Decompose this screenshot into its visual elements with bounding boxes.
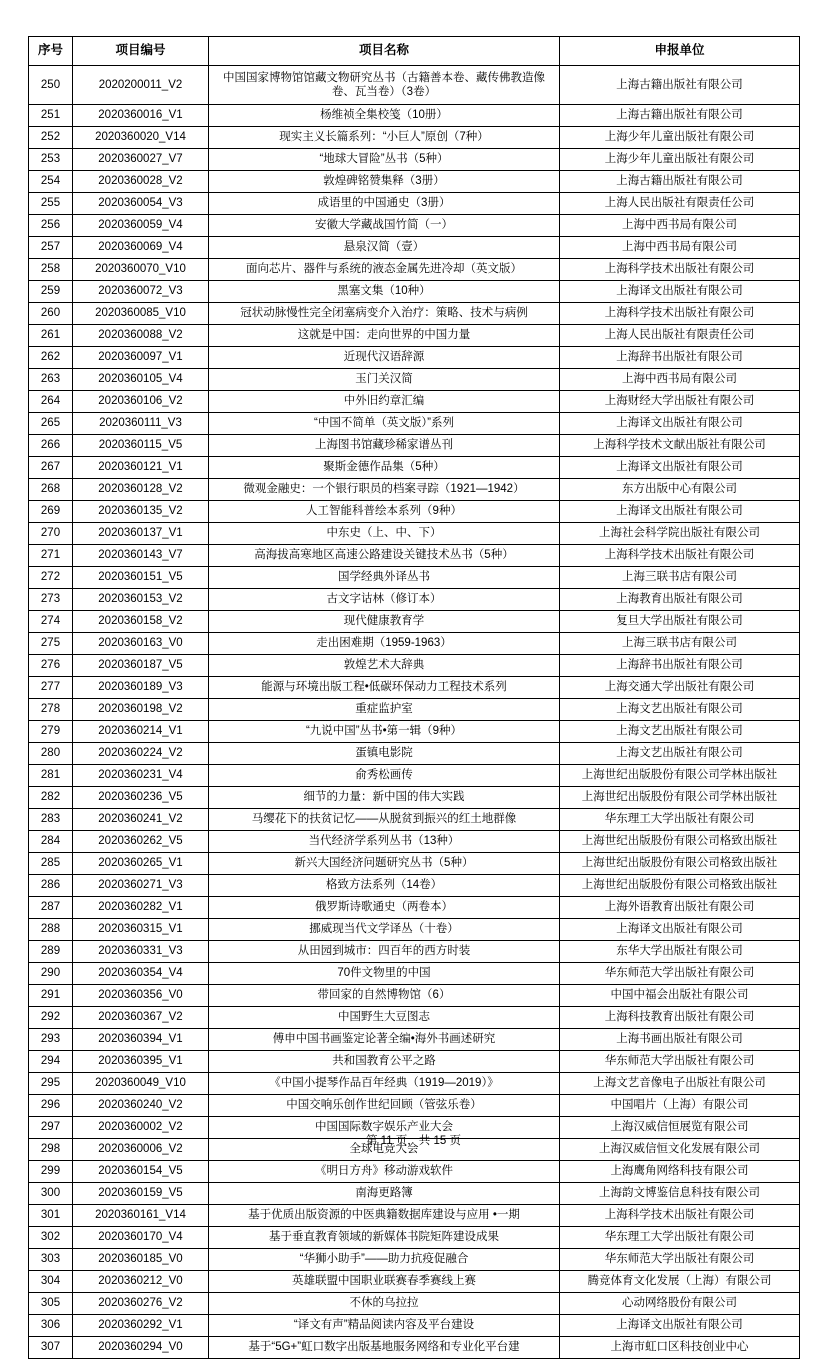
cell-code: 2020360265_V1 [73, 853, 209, 875]
cell-project-name: 俞秀松画传 [209, 765, 560, 787]
cell-applicant-unit: 上海古籍出版社有限公司 [560, 171, 800, 193]
cell-project-name: 俄罗斯诗歌通史（两卷本） [209, 897, 560, 919]
cell-seq: 274 [29, 611, 73, 633]
cell-code: 2020360189_V3 [73, 677, 209, 699]
table-row [29, 1029, 800, 1051]
cell-applicant-unit: 上海世纪出版股份有限公司格致出版社 [560, 853, 800, 875]
cell-applicant-unit: 东华大学出版社有限公司 [560, 941, 800, 963]
cell-code: 2020360097_V1 [73, 347, 209, 369]
cell-project-name: 聚斯金德作品集（5种） [209, 457, 560, 479]
cell-applicant-unit: 上海文艺出版社有限公司 [560, 721, 800, 743]
cell-project-name: 带回家的自然博物馆（6） [209, 985, 560, 1007]
cell-applicant-unit: 上海世纪出版股份有限公司格致出版社 [560, 831, 800, 853]
column-header-name: 项目名称 [209, 37, 560, 66]
cell-applicant-unit: 上海人民出版社有限责任公司 [560, 325, 800, 347]
cell-applicant-unit: 上海世纪出版股份有限公司学林出版社 [560, 787, 800, 809]
cell-code: 2020360106_V2 [73, 391, 209, 413]
cell-project-name: 面向芯片、器件与系统的液态金属先进冷却（英文版） [209, 259, 560, 281]
cell-project-name: 中国国际数字娱乐产业大会 [209, 1117, 560, 1139]
cell-code: 2020360187_V5 [73, 655, 209, 677]
cell-code: 2020360170_V4 [73, 1227, 209, 1249]
table-row [29, 215, 800, 237]
cell-seq: 279 [29, 721, 73, 743]
cell-seq: 285 [29, 853, 73, 875]
cell-code: 2020360159_V5 [73, 1183, 209, 1205]
cell-project-name: 基于垂直教育领域的新媒体书院矩阵建设成果 [209, 1227, 560, 1249]
cell-project-name: 玉门关汉简 [209, 369, 560, 391]
cell-code: 2020360085_V10 [73, 303, 209, 325]
cell-code: 2020360128_V2 [73, 479, 209, 501]
cell-code: 2020360282_V1 [73, 897, 209, 919]
table-row [29, 523, 800, 545]
table-row [29, 1293, 800, 1315]
table-row [29, 655, 800, 677]
table-row [29, 589, 800, 611]
cell-code: 2020360331_V3 [73, 941, 209, 963]
cell-code: 2020360198_V2 [73, 699, 209, 721]
table-header-row [29, 37, 800, 66]
cell-seq: 261 [29, 325, 73, 347]
table-row [29, 369, 800, 391]
cell-project-name: 中东史（上、中、下） [209, 523, 560, 545]
cell-code: 2020360367_V2 [73, 1007, 209, 1029]
cell-code: 2020360105_V4 [73, 369, 209, 391]
cell-applicant-unit: 上海科学技术文献出版社有限公司 [560, 435, 800, 457]
cell-project-name: 这就是中国：走向世界的中国力量 [209, 325, 560, 347]
cell-seq: 266 [29, 435, 73, 457]
cell-code: 2020360028_V2 [73, 171, 209, 193]
cell-project-name: 高海拔高寒地区高速公路建设关键技术丛书（5种） [209, 545, 560, 567]
cell-applicant-unit: 上海少年儿童出版社有限公司 [560, 127, 800, 149]
table-row [29, 391, 800, 413]
table-row [29, 1051, 800, 1073]
cell-applicant-unit: 上海译文出版社有限公司 [560, 281, 800, 303]
cell-code: 2020360394_V1 [73, 1029, 209, 1051]
cell-applicant-unit: 上海辞书出版社有限公司 [560, 655, 800, 677]
cell-seq: 304 [29, 1271, 73, 1293]
cell-code: 2020360111_V3 [73, 413, 209, 435]
cell-code: 2020360240_V2 [73, 1095, 209, 1117]
cell-code: 2020360395_V1 [73, 1051, 209, 1073]
cell-applicant-unit: 上海三联书店有限公司 [560, 567, 800, 589]
table-row [29, 325, 800, 347]
cell-seq: 255 [29, 193, 73, 215]
cell-seq: 259 [29, 281, 73, 303]
cell-project-name: 重症监护室 [209, 699, 560, 721]
cell-seq: 275 [29, 633, 73, 655]
cell-code: 2020360276_V2 [73, 1293, 209, 1315]
cell-seq: 306 [29, 1315, 73, 1337]
cell-seq: 269 [29, 501, 73, 523]
table-row [29, 127, 800, 149]
cell-project-name: 现实主义长篇系列：“小巨人”原创（7种） [209, 127, 560, 149]
column-header-code: 项目编号 [73, 37, 209, 66]
table-row [29, 149, 800, 171]
cell-project-name: 中国野生大豆图志 [209, 1007, 560, 1029]
cell-applicant-unit: 上海文艺出版社有限公司 [560, 699, 800, 721]
cell-seq: 257 [29, 237, 73, 259]
cell-applicant-unit: 上海科技教育出版社有限公司 [560, 1007, 800, 1029]
cell-applicant-unit: 上海文艺出版社有限公司 [560, 743, 800, 765]
cell-project-name: 国学经典外译丛书 [209, 567, 560, 589]
cell-code: 2020360072_V3 [73, 281, 209, 303]
cell-project-name: 上海图书馆藏珍稀家谱丛刊 [209, 435, 560, 457]
cell-project-name: 人工智能科普绘本系列（9种） [209, 501, 560, 523]
cell-seq: 295 [29, 1073, 73, 1095]
cell-project-name: 《中国小提琴作品百年经典（1919—2019）》 [209, 1073, 560, 1095]
cell-code: 2020360315_V1 [73, 919, 209, 941]
cell-seq: 262 [29, 347, 73, 369]
cell-applicant-unit: 上海人民出版社有限责任公司 [560, 193, 800, 215]
cell-project-name: 全球电竞大会 [209, 1139, 560, 1161]
table-row [29, 303, 800, 325]
cell-project-name: 格致方法系列（14卷） [209, 875, 560, 897]
cell-seq: 297 [29, 1117, 73, 1139]
cell-seq: 272 [29, 567, 73, 589]
cell-code: 2020360356_V0 [73, 985, 209, 1007]
cell-project-name: 傅申中国书画鉴定论著全编•海外书画述研究 [209, 1029, 560, 1051]
cell-seq: 289 [29, 941, 73, 963]
cell-project-name: “华狮小助手”——助力抗疫促融合 [209, 1249, 560, 1271]
table-row [29, 1249, 800, 1271]
cell-seq: 263 [29, 369, 73, 391]
cell-applicant-unit: 上海市虹口区科技创业中心 [560, 1337, 800, 1359]
cell-applicant-unit: 上海辞书出版社有限公司 [560, 347, 800, 369]
cell-seq: 303 [29, 1249, 73, 1271]
cell-seq: 281 [29, 765, 73, 787]
cell-seq: 292 [29, 1007, 73, 1029]
cell-seq: 301 [29, 1205, 73, 1227]
table-row [29, 743, 800, 765]
table-row [29, 721, 800, 743]
cell-seq: 287 [29, 897, 73, 919]
cell-applicant-unit: 上海科学技术出版社有限公司 [560, 1205, 800, 1227]
cell-code: 2020360049_V10 [73, 1073, 209, 1095]
cell-seq: 264 [29, 391, 73, 413]
table-row [29, 1073, 800, 1095]
cell-code: 2020360294_V0 [73, 1337, 209, 1359]
cell-applicant-unit: 上海译文出版社有限公司 [560, 457, 800, 479]
table-row [29, 105, 800, 127]
cell-code: 2020360151_V5 [73, 567, 209, 589]
cell-seq: 307 [29, 1337, 73, 1359]
cell-project-name: 敦煌艺术大辞典 [209, 655, 560, 677]
table-row [29, 457, 800, 479]
cell-applicant-unit: 上海中西书局有限公司 [560, 215, 800, 237]
table-row [29, 809, 800, 831]
cell-code: 2020360135_V2 [73, 501, 209, 523]
cell-seq: 267 [29, 457, 73, 479]
cell-seq: 252 [29, 127, 73, 149]
cell-project-name: 安徽大学藏战国竹简（一） [209, 215, 560, 237]
cell-applicant-unit: 上海世纪出版股份有限公司学林出版社 [560, 765, 800, 787]
cell-applicant-unit: 上海译文出版社有限公司 [560, 501, 800, 523]
table-body [29, 66, 800, 1359]
cell-project-name: 蛋镇电影院 [209, 743, 560, 765]
cell-project-name: 从田园到城市：四百年的西方时装 [209, 941, 560, 963]
table-row [29, 347, 800, 369]
cell-code: 2020360069_V4 [73, 237, 209, 259]
table-row [29, 963, 800, 985]
cell-seq: 280 [29, 743, 73, 765]
cell-applicant-unit: 上海科学技术出版社有限公司 [560, 303, 800, 325]
cell-seq: 268 [29, 479, 73, 501]
table-row [29, 699, 800, 721]
table-row [29, 611, 800, 633]
cell-project-name: 古文字诂林（修订本） [209, 589, 560, 611]
cell-applicant-unit: 上海中西书局有限公司 [560, 369, 800, 391]
cell-seq: 282 [29, 787, 73, 809]
cell-project-name: 走出困难期（1959-1963） [209, 633, 560, 655]
cell-project-name: 中国交响乐创作世纪回顾（管弦乐卷） [209, 1095, 560, 1117]
cell-seq: 300 [29, 1183, 73, 1205]
table-row [29, 237, 800, 259]
cell-seq: 277 [29, 677, 73, 699]
cell-project-name: 不休的乌拉拉 [209, 1293, 560, 1315]
cell-seq: 290 [29, 963, 73, 985]
cell-seq: 250 [29, 66, 73, 105]
cell-code: 2020360231_V4 [73, 765, 209, 787]
cell-applicant-unit: 上海译文出版社有限公司 [560, 413, 800, 435]
table-row [29, 677, 800, 699]
cell-code: 2020360241_V2 [73, 809, 209, 831]
cell-code: 2020360154_V5 [73, 1161, 209, 1183]
table-row [29, 875, 800, 897]
cell-applicant-unit: 上海教育出版社有限公司 [560, 589, 800, 611]
cell-applicant-unit: 上海社会科学院出版社有限公司 [560, 523, 800, 545]
table-row [29, 853, 800, 875]
cell-seq: 251 [29, 105, 73, 127]
cell-seq: 258 [29, 259, 73, 281]
cell-seq: 253 [29, 149, 73, 171]
table-row [29, 1227, 800, 1249]
cell-applicant-unit: 上海外语教育出版社有限公司 [560, 897, 800, 919]
cell-code: 2020360292_V1 [73, 1315, 209, 1337]
cell-project-name: “地球大冒险”丛书（5种） [209, 149, 560, 171]
cell-seq: 270 [29, 523, 73, 545]
cell-project-name: 成语里的中国通史（3册） [209, 193, 560, 215]
cell-applicant-unit: 上海财经大学出版社有限公司 [560, 391, 800, 413]
table-row [29, 501, 800, 523]
cell-applicant-unit: 华东理工大学出版社有限公司 [560, 809, 800, 831]
cell-project-name: 悬泉汉简（壹） [209, 237, 560, 259]
cell-code: 2020360271_V3 [73, 875, 209, 897]
cell-code: 2020360214_V1 [73, 721, 209, 743]
cell-seq: 288 [29, 919, 73, 941]
table-row [29, 787, 800, 809]
cell-seq: 254 [29, 171, 73, 193]
table-row [29, 919, 800, 941]
cell-applicant-unit: 华东师范大学出版社有限公司 [560, 963, 800, 985]
table-row [29, 545, 800, 567]
cell-project-name: 70件文物里的中国 [209, 963, 560, 985]
cell-code: 2020360153_V2 [73, 589, 209, 611]
cell-seq: 273 [29, 589, 73, 611]
cell-project-name: 细节的力量：新中国的伟大实践 [209, 787, 560, 809]
table-row [29, 171, 800, 193]
cell-applicant-unit: 上海书画出版社有限公司 [560, 1029, 800, 1051]
table-row [29, 633, 800, 655]
cell-seq: 291 [29, 985, 73, 1007]
cell-project-name: 《明日方舟》移动游戏软件 [209, 1161, 560, 1183]
cell-project-name: 基于优质出版资源的中医典籍数据库建设与应用 •一期 [209, 1205, 560, 1227]
cell-applicant-unit: 上海汉威信恒文化发展有限公司 [560, 1139, 800, 1161]
table-row [29, 567, 800, 589]
page-footer: 第 11 页，共 15 页 [365, 1135, 461, 1147]
cell-project-name: 冠状动脉慢性完全闭塞病变介入治疗：策略、技术与病例 [209, 303, 560, 325]
cell-seq: 276 [29, 655, 73, 677]
cell-seq: 286 [29, 875, 73, 897]
cell-code: 2020360070_V10 [73, 259, 209, 281]
cell-applicant-unit: 华东师范大学出版社有限公司 [560, 1249, 800, 1271]
cell-seq: 278 [29, 699, 73, 721]
cell-code: 2020360212_V0 [73, 1271, 209, 1293]
cell-project-name: 新兴大国经济问题研究丛书（5种） [209, 853, 560, 875]
cell-code: 2020360143_V7 [73, 545, 209, 567]
cell-applicant-unit: 上海少年儿童出版社有限公司 [560, 149, 800, 171]
cell-seq: 260 [29, 303, 73, 325]
table-row [29, 259, 800, 281]
table-row [29, 831, 800, 853]
cell-project-name: 敦煌碑铭赞集释（3册） [209, 171, 560, 193]
cell-applicant-unit: 上海中西书局有限公司 [560, 237, 800, 259]
cell-applicant-unit: 上海三联书店有限公司 [560, 633, 800, 655]
cell-project-name: 微观金融史：一个银行职员的档案寻踪（1921—1942） [209, 479, 560, 501]
cell-applicant-unit: 复旦大学出版社有限公司 [560, 611, 800, 633]
cell-seq: 302 [29, 1227, 73, 1249]
cell-code: 2020360161_V14 [73, 1205, 209, 1227]
table-row [29, 897, 800, 919]
cell-applicant-unit: 华东师范大学出版社有限公司 [560, 1051, 800, 1073]
table-row [29, 985, 800, 1007]
projects-table [28, 36, 800, 1359]
cell-applicant-unit: 中国中福会出版社有限公司 [560, 985, 800, 1007]
cell-code: 2020360115_V5 [73, 435, 209, 457]
cell-applicant-unit: 中国唱片（上海）有限公司 [560, 1095, 800, 1117]
cell-code: 2020360054_V3 [73, 193, 209, 215]
table-row [29, 1271, 800, 1293]
cell-applicant-unit: 腾竞体育文化发展（上海）有限公司 [560, 1271, 800, 1293]
cell-applicant-unit: 上海科学技术出版社有限公司 [560, 545, 800, 567]
table-row [29, 1161, 800, 1183]
cell-project-name: 现代健康教育学 [209, 611, 560, 633]
cell-project-name: 近现代汉语辞源 [209, 347, 560, 369]
cell-applicant-unit: 上海汉威信恒展览有限公司 [560, 1117, 800, 1139]
cell-project-name: “九说中国”丛书•第一辑（9种） [209, 721, 560, 743]
cell-applicant-unit: 上海世纪出版股份有限公司格致出版社 [560, 875, 800, 897]
cell-applicant-unit: 上海译文出版社有限公司 [560, 919, 800, 941]
cell-project-name: 能源与环境出版工程•低碳环保动力工程技术系列 [209, 677, 560, 699]
cell-code: 2020360088_V2 [73, 325, 209, 347]
table-row [29, 1183, 800, 1205]
table-row [29, 1007, 800, 1029]
table-row [29, 941, 800, 963]
table-row [29, 435, 800, 457]
cell-code: 2020360121_V1 [73, 457, 209, 479]
cell-applicant-unit: 上海鹰角网络科技有限公司 [560, 1161, 800, 1183]
cell-applicant-unit: 上海韵文博鉴信息科技有限公司 [560, 1183, 800, 1205]
cell-code: 2020360059_V4 [73, 215, 209, 237]
cell-code: 2020360354_V4 [73, 963, 209, 985]
cell-applicant-unit: 心动网络股份有限公司 [560, 1293, 800, 1315]
cell-project-name: 中外旧约章汇编 [209, 391, 560, 413]
cell-project-name: 马缨花下的扶贫记忆——从脱贫到振兴的红土地群像 [209, 809, 560, 831]
table-row [29, 1315, 800, 1337]
cell-code: 2020360016_V1 [73, 105, 209, 127]
column-header-unit: 申报单位 [560, 37, 800, 66]
cell-seq: 299 [29, 1161, 73, 1183]
cell-project-name: 挪威现当代文学译丛（十卷） [209, 919, 560, 941]
cell-applicant-unit: 上海古籍出版社有限公司 [560, 105, 800, 127]
cell-seq: 298 [29, 1139, 73, 1161]
cell-applicant-unit: 东方出版中心有限公司 [560, 479, 800, 501]
column-header-seq: 序号 [29, 37, 73, 66]
table-row [29, 1205, 800, 1227]
cell-seq: 296 [29, 1095, 73, 1117]
table-row [29, 765, 800, 787]
cell-project-name: “中国不简单（英文版）”系列 [209, 413, 560, 435]
cell-code: 2020360158_V2 [73, 611, 209, 633]
table-row [29, 1095, 800, 1117]
cell-code: 2020360137_V1 [73, 523, 209, 545]
cell-seq: 305 [29, 1293, 73, 1315]
table-row [29, 193, 800, 215]
cell-code: 2020360262_V5 [73, 831, 209, 853]
cell-project-name: “译文有声”精品阅读内容及平台建设 [209, 1315, 560, 1337]
cell-applicant-unit: 上海译文出版社有限公司 [560, 1315, 800, 1337]
cell-code: 2020360236_V5 [73, 787, 209, 809]
cell-project-name: 当代经济学系列丛书（13种） [209, 831, 560, 853]
cell-applicant-unit: 上海古籍出版社有限公司 [560, 66, 800, 105]
cell-seq: 284 [29, 831, 73, 853]
cell-project-name: 基于“5G+”虹口数字出版基地服务网络和专业化平台建 [209, 1337, 560, 1359]
cell-project-name: 黑塞文集（10种） [209, 281, 560, 303]
table-row [29, 66, 800, 105]
cell-project-name: 中国国家博物馆馆藏文物研究丛书（古籍善本卷、藏传佛教造像卷、瓦当卷）（3卷） [209, 66, 560, 105]
cell-code: 2020360020_V14 [73, 127, 209, 149]
cell-code: 2020200011_V2 [73, 66, 209, 105]
cell-code: 2020360006_V2 [73, 1139, 209, 1161]
table-row [29, 479, 800, 501]
cell-seq: 293 [29, 1029, 73, 1051]
cell-project-name: 南海更路簿 [209, 1183, 560, 1205]
cell-seq: 265 [29, 413, 73, 435]
cell-project-name: 英雄联盟中国职业联赛春季赛线上赛 [209, 1271, 560, 1293]
table-row [29, 1337, 800, 1359]
cell-project-name: 杨维祯全集校笺（10册） [209, 105, 560, 127]
cell-applicant-unit: 上海科学技术出版社有限公司 [560, 259, 800, 281]
cell-project-name: 共和国教育公平之路 [209, 1051, 560, 1073]
cell-applicant-unit: 华东理工大学出版社有限公司 [560, 1227, 800, 1249]
cell-code: 2020360224_V2 [73, 743, 209, 765]
cell-seq: 256 [29, 215, 73, 237]
cell-seq: 271 [29, 545, 73, 567]
cell-code: 2020360185_V0 [73, 1249, 209, 1271]
cell-code: 2020360027_V7 [73, 149, 209, 171]
cell-code: 2020360163_V0 [73, 633, 209, 655]
cell-applicant-unit: 上海文艺音像电子出版社有限公司 [560, 1073, 800, 1095]
table-row [29, 281, 800, 303]
cell-seq: 283 [29, 809, 73, 831]
table-row [29, 413, 800, 435]
cell-applicant-unit: 上海交通大学出版社有限公司 [560, 677, 800, 699]
cell-code: 2020360002_V2 [73, 1117, 209, 1139]
cell-seq: 294 [29, 1051, 73, 1073]
